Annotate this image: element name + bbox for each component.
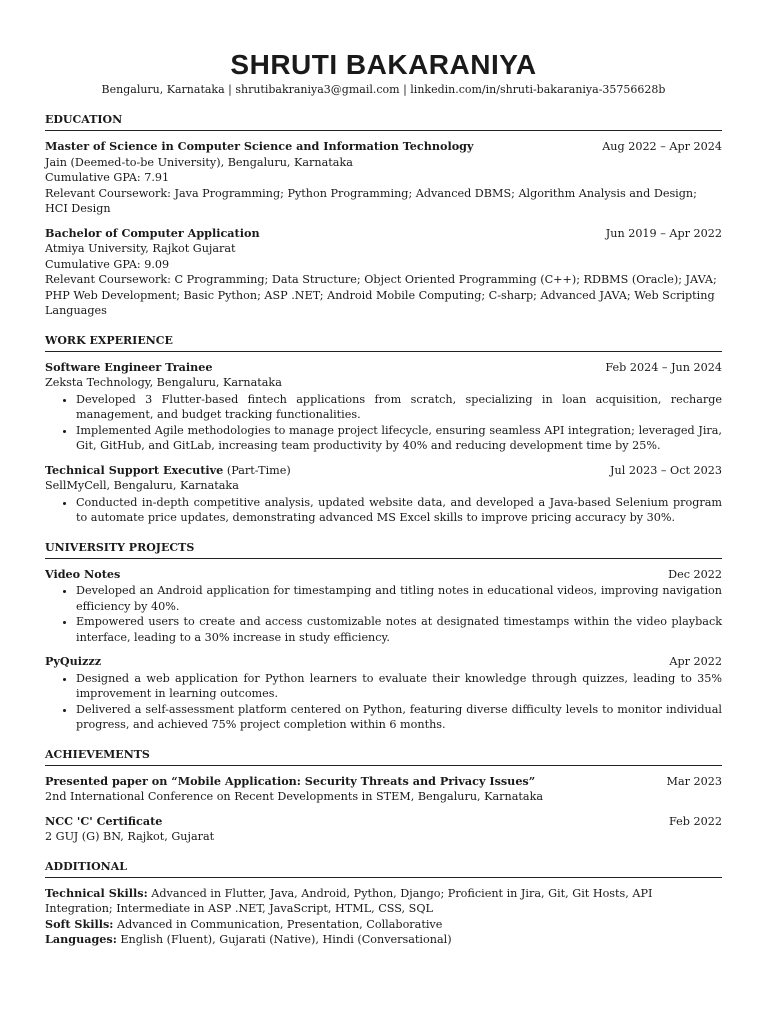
project-title: PyQuizzz (45, 654, 102, 668)
languages-text: English (Fluent), Gujarati (Native), Hindi (Conversational) (116, 933, 452, 946)
education-entry (45, 139, 722, 217)
bullet-item: • Implemented Agile methodologies to manage project lifecycle, ensuring seamless API integration; leveraged Jira, Git, GitHub, and GitLab, increasing team productivity by 40% and reducing development time by 25%. (76, 423, 722, 454)
technical-skills-text: Advanced in Flutter, Java, Android, Python, Django; Proficient in Jira, Git, Git Hosts, API Integration; Intermediate in ASP .NET, JavaScript, HTML, CSS, SQL (45, 886, 653, 915)
bullet-item: • Designed a web application for Python learners to evaluate their knowledge through quizzes, leading to 35% improvement in learning outcomes. (76, 671, 722, 702)
company: Zeksta Technology, Bengaluru, Karnataka (45, 376, 282, 389)
education-entry (45, 226, 722, 319)
additional-section (45, 859, 722, 948)
bullet-list (45, 392, 722, 454)
languages (45, 932, 722, 948)
entry-date: Jun 2019 – Apr 2022 (605, 226, 722, 240)
entry-date: Mar 2023 (666, 774, 722, 788)
achievement-entry (45, 814, 722, 845)
achievement-detail: 2 GUJ (G) BN, Rajkot, Gujarat (45, 830, 215, 843)
gpa: Cumulative GPA: 9.09 (45, 257, 170, 271)
achievement-title: NCC 'C' Certificate (45, 813, 163, 828)
soft-skills-label: Soft Skills: (45, 916, 114, 931)
bullet-item: • Developed an Android application for timestamping and titling notes in educational videos, improving navigation efficiency by 40%. (76, 583, 722, 614)
job-title: Technical Support Executive (45, 462, 224, 477)
job-title: Software Engineer Trainee (45, 359, 213, 374)
bullet-list (45, 671, 722, 733)
entry-date: Jul 2023 – Oct 2023 (610, 463, 722, 477)
candidate-name: SHRUTI BAKARANIYA (230, 49, 537, 80)
project-entry (45, 567, 722, 646)
institution: Atmiya University, Rajkot Gujarat (45, 242, 236, 255)
section-title-work: WORK EXPERIENCE (45, 333, 722, 352)
bullet-item: • Developed 3 Flutter-based fintech applications from scratch, specializing in loan acquisition, recharge management, and budget tracking functionalities. (76, 392, 722, 423)
achievement-title: Presented paper on “Mobile Application: Security Threats and Privacy Issues” (45, 773, 536, 788)
degree-title: Master of Science in Computer Science and Information Technology (45, 139, 474, 153)
section-title-education: EDUCATION (45, 112, 722, 131)
achievement-entry (45, 774, 722, 805)
entry-date: Apr 2022 (669, 655, 722, 668)
contact-line: Bengaluru, Karnataka | shrutibakraniya3@gmail.com | linkedin.com/in/shruti-bakaraniya-35756628b (101, 83, 666, 96)
institution: Jain (Deemed-to-be University), Bengaluru, Karnataka (45, 155, 353, 169)
bullet-item: • Delivered a self-assessment platform centered on Python, featuring diverse difficulty levels to monitor individual progress, and achieved 75% project completion within 6 months. (76, 702, 722, 733)
projects-section (45, 540, 722, 733)
section-title-achievements: ACHIEVEMENTS (45, 747, 722, 766)
work-section (45, 333, 722, 526)
coursework: Relevant Coursework: Java Programming; Python Programming; Advanced DBMS; Algorithm Analysis and Design; HCI Design (45, 186, 697, 215)
education-section (45, 112, 722, 319)
languages-label: Languages: (45, 932, 117, 946)
entry-date: Feb 2022 (669, 814, 722, 828)
job-entry (45, 360, 722, 454)
job-title-wrap (45, 463, 291, 479)
project-entry (45, 654, 722, 733)
entry-date: Dec 2022 (668, 567, 722, 581)
section-title-additional: ADDITIONAL (45, 859, 722, 878)
job-title-wrap (45, 360, 212, 376)
technical-skills (45, 886, 722, 917)
gpa: Cumulative GPA: 7.91 (45, 171, 170, 184)
project-title: Video Notes (45, 566, 121, 581)
resume-page (45, 48, 722, 948)
technical-skills-label: Technical Skills: (45, 885, 148, 900)
bullet-list (45, 495, 722, 526)
soft-skills-text: Advanced in Communication, Presentation, Collaborative (113, 917, 443, 931)
coursework: Relevant Coursework: C Programming; Data Structure; Object Oriented Programming (C++); RDBMS (Oracle); JAVA; PHP Web Development; Basic Python; ASP .NET; Android Mobile Computing; C-sharp; Advanced JAVA; Web Scripting Languages (45, 273, 717, 317)
company: SellMyCell, Bengaluru, Karnataka (45, 479, 239, 492)
bullet-item: • Empowered users to create and access customizable notes at designated timestamps within the video playback interface, leading to a 30% increase in study efficiency. (76, 614, 722, 645)
entry-date: Feb 2024 – Jun 2024 (605, 360, 722, 374)
job-entry (45, 463, 722, 526)
soft-skills (45, 917, 722, 933)
entry-date: Aug 2022 – Apr 2024 (602, 140, 722, 153)
job-title-suffix: (Part-Time) (223, 463, 291, 477)
bullet-item: • Conducted in-depth competitive analysis, updated website data, and developed a Java-based Selenium program to automate price updates, demonstrating advanced MS Excel skills to improve pricing accuracy by 30%. (76, 495, 722, 526)
achievement-detail: 2nd International Conference on Recent Developments in STEM, Bengaluru, Karnataka (45, 790, 544, 803)
section-title-projects: UNIVERSITY PROJECTS (45, 540, 722, 559)
achievements-section (45, 747, 722, 845)
degree-title: Bachelor of Computer Application (45, 225, 260, 240)
bullet-list (45, 583, 722, 645)
